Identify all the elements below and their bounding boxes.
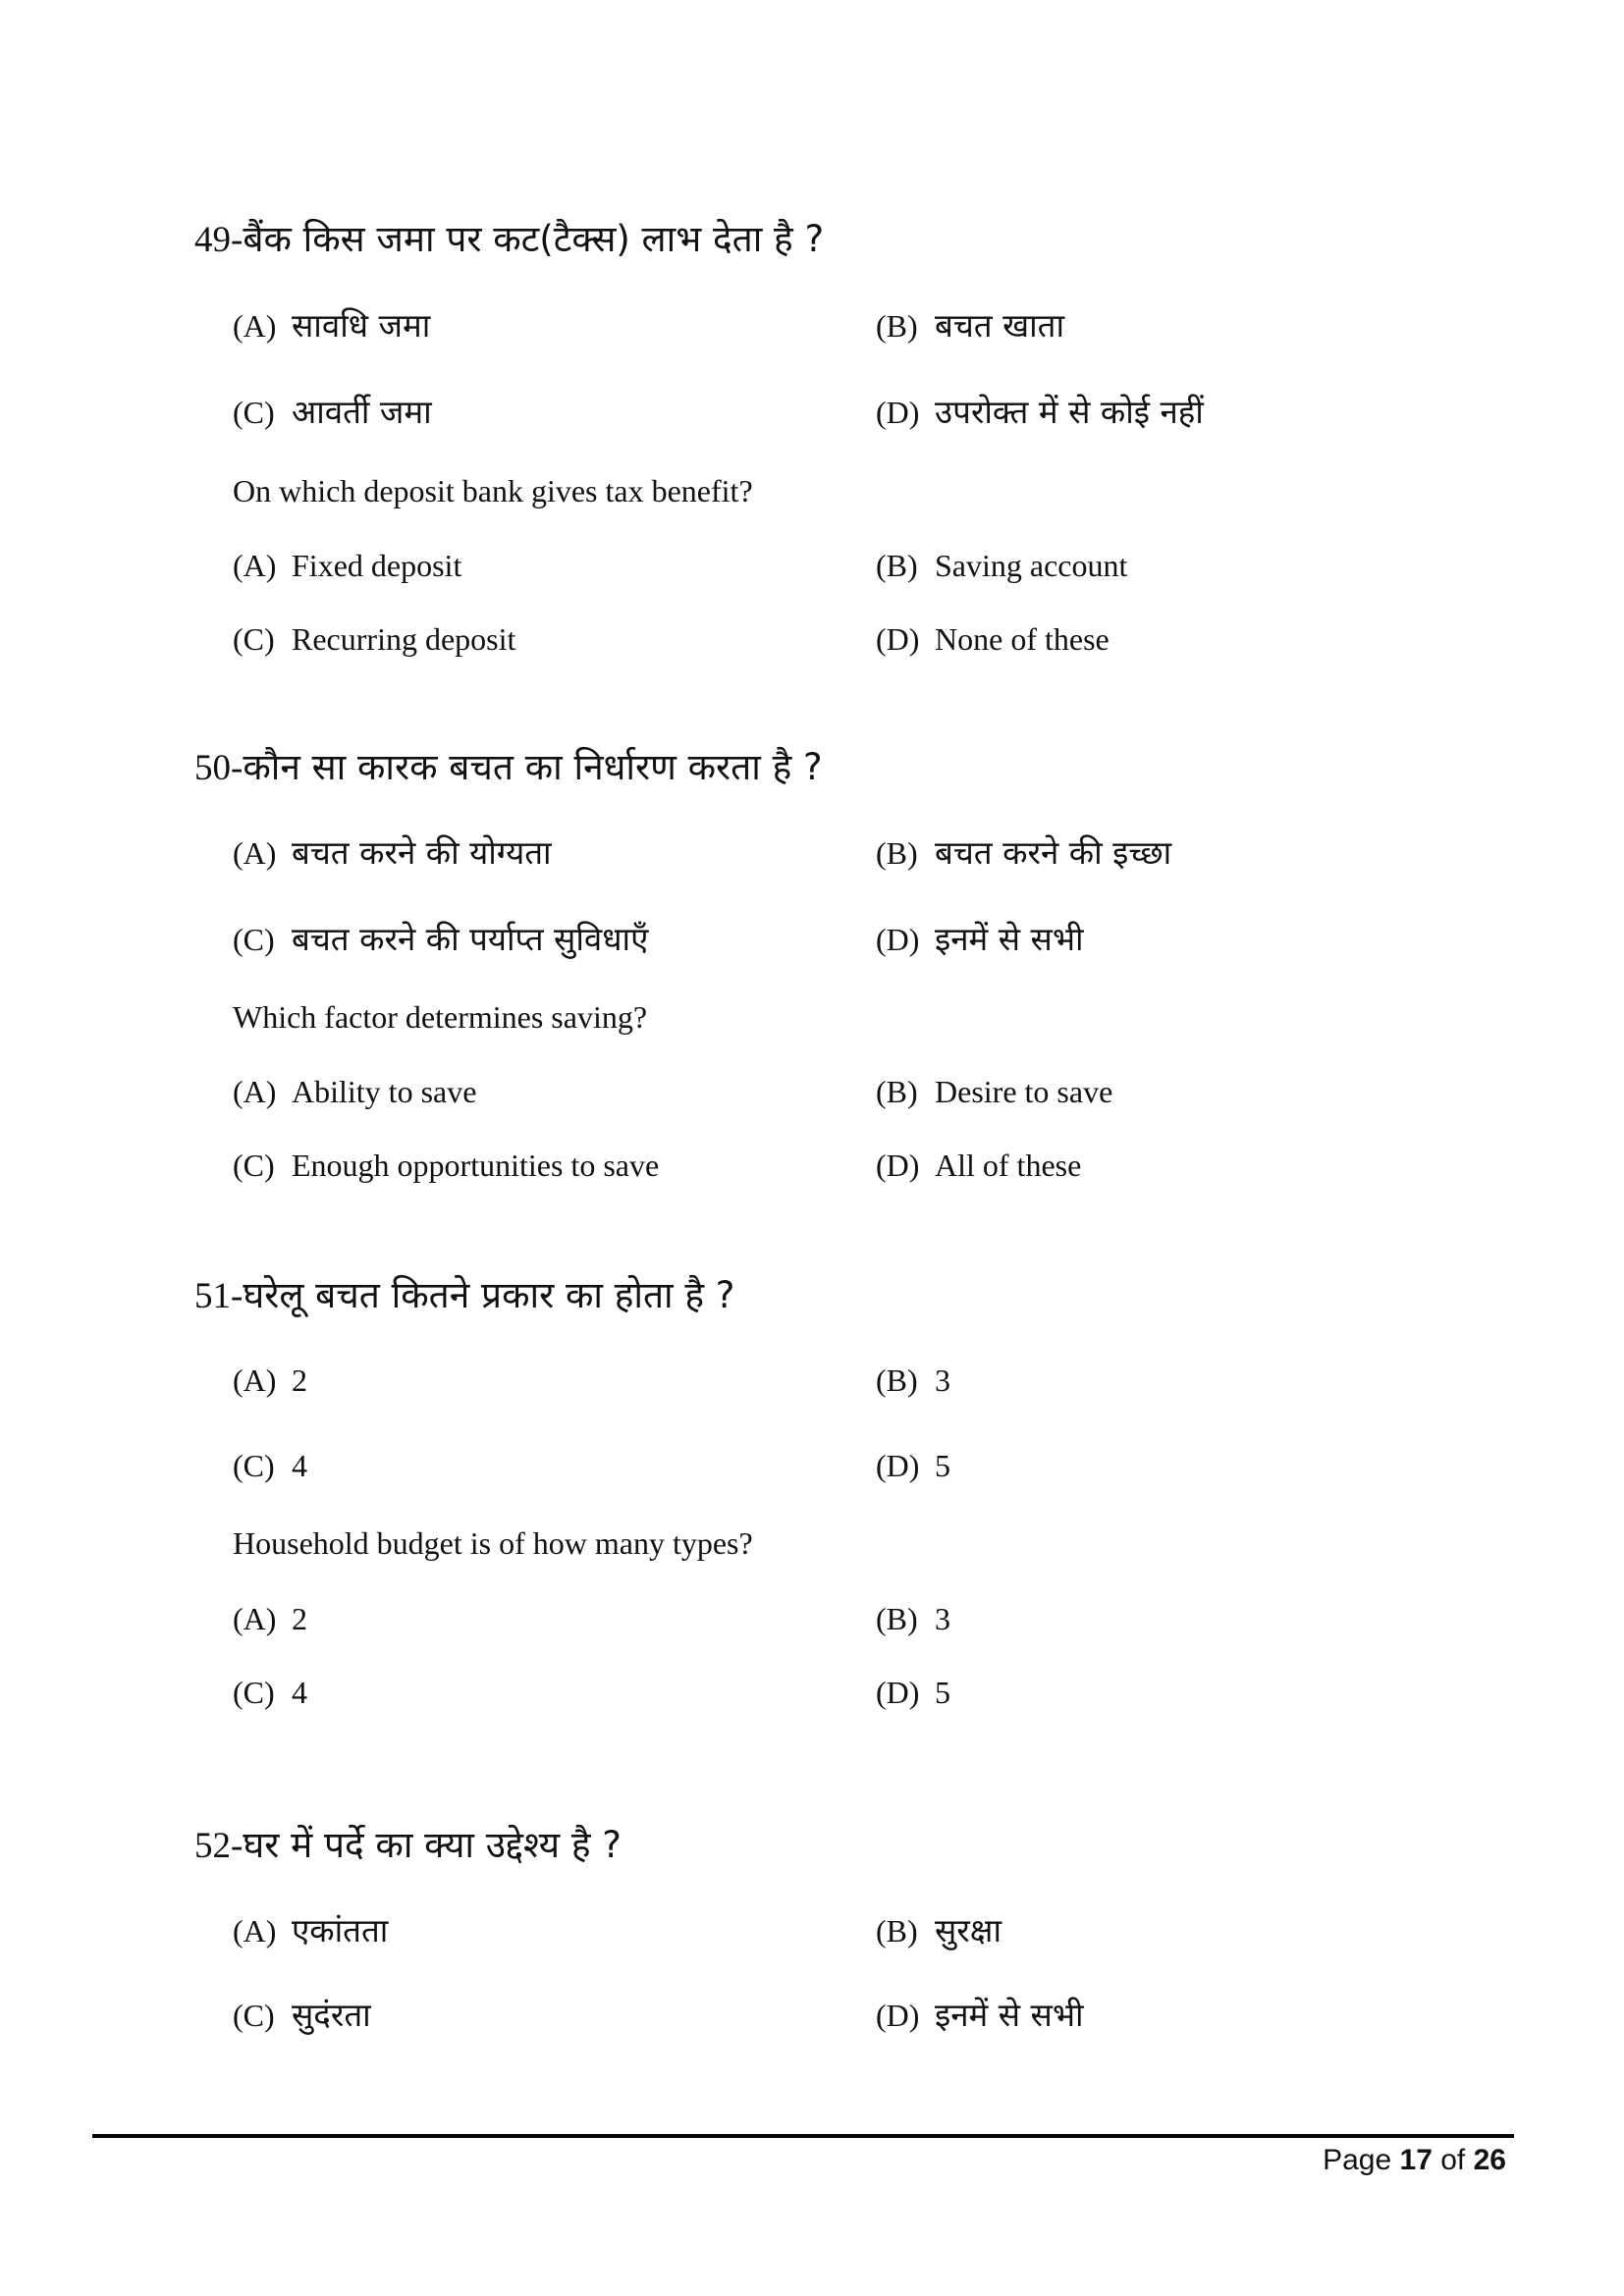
option-c-hindi: (C) सुदंरता <box>233 1996 371 2034</box>
option-a-hindi: (A) एकांतता <box>233 1911 389 1949</box>
option-b-english: (B) 3 <box>876 1601 950 1636</box>
option-a-hindi: (A) सावधि जमा <box>233 306 431 345</box>
option-a-english: (A) Ability to save <box>233 1074 477 1109</box>
option-b-hindi: (B) बचत खाता <box>876 306 1064 345</box>
of-word: of <box>1440 2144 1466 2176</box>
total-pages: 26 <box>1473 2144 1506 2176</box>
question-number: 52- <box>194 1826 244 1866</box>
option-b-hindi: (B) बचत करने की इच्छा <box>876 833 1172 872</box>
option-c-hindi: (C) 4 <box>233 1448 307 1483</box>
option-d-hindi: (D) इनमें से सभी <box>876 1996 1084 2034</box>
question-number: 51- <box>194 1276 244 1316</box>
question-text-hindi: कौन सा कारक बचत का निर्धारण करता है ? <box>243 746 823 788</box>
page-word: Page <box>1323 2144 1392 2176</box>
option-d-english: (D) None of these <box>876 621 1110 657</box>
question-number: 49- <box>194 220 244 260</box>
option-b-english: (B) Saving account <box>876 548 1128 583</box>
question-text-english: Household budget is of how many types? <box>233 1525 753 1561</box>
option-d-hindi: (D) उपरोक्त में से कोई नहीं <box>876 393 1204 431</box>
footer-rule <box>92 2134 1514 2138</box>
option-b-english: (B) Desire to save <box>876 1074 1113 1109</box>
question-49 <box>194 212 824 262</box>
question-text-hindi: घरेलू बचत कितने प्रकार का होता है ? <box>243 1274 735 1316</box>
option-d-english: (D) All of these <box>876 1148 1082 1183</box>
option-c-english: (C) Recurring deposit <box>233 621 516 657</box>
option-d-hindi: (D) 5 <box>876 1448 950 1483</box>
option-b-hindi: (B) सुरक्षा <box>876 1911 1002 1949</box>
question-text-english: On which deposit bank gives tax benefit? <box>233 473 753 508</box>
option-b-hindi: (B) 3 <box>876 1362 950 1398</box>
option-a-english: (A) 2 <box>233 1601 307 1636</box>
question-text-hindi: घर में पर्दे का क्या उद्देश्य है ? <box>243 1824 622 1866</box>
question-50 <box>194 740 823 790</box>
option-d-hindi: (D) इनमें से सभी <box>876 920 1084 958</box>
option-c-english: (C) Enough opportunities to save <box>233 1148 660 1183</box>
question-text-hindi: बैंक किस जमा पर कट(टैक्स) लाभ देता है ? <box>243 218 825 260</box>
option-a-hindi: (A) 2 <box>233 1362 307 1398</box>
option-d-english: (D) 5 <box>876 1675 950 1710</box>
question-52 <box>194 1818 622 1868</box>
question-51 <box>194 1268 734 1318</box>
question-number: 50- <box>194 748 244 788</box>
current-page: 17 <box>1399 2144 1433 2176</box>
option-a-english: (A) Fixed deposit <box>233 548 462 583</box>
page-number <box>1323 2144 1506 2177</box>
option-c-english: (C) 4 <box>233 1675 307 1710</box>
option-c-hindi: (C) आवर्ती जमा <box>233 393 432 431</box>
option-a-hindi: (A) बचत करने की योग्यता <box>233 833 552 872</box>
option-c-hindi: (C) बचत करने की पर्याप्त सुविधाएँ <box>233 920 649 958</box>
question-text-english: Which factor determines saving? <box>233 999 648 1035</box>
